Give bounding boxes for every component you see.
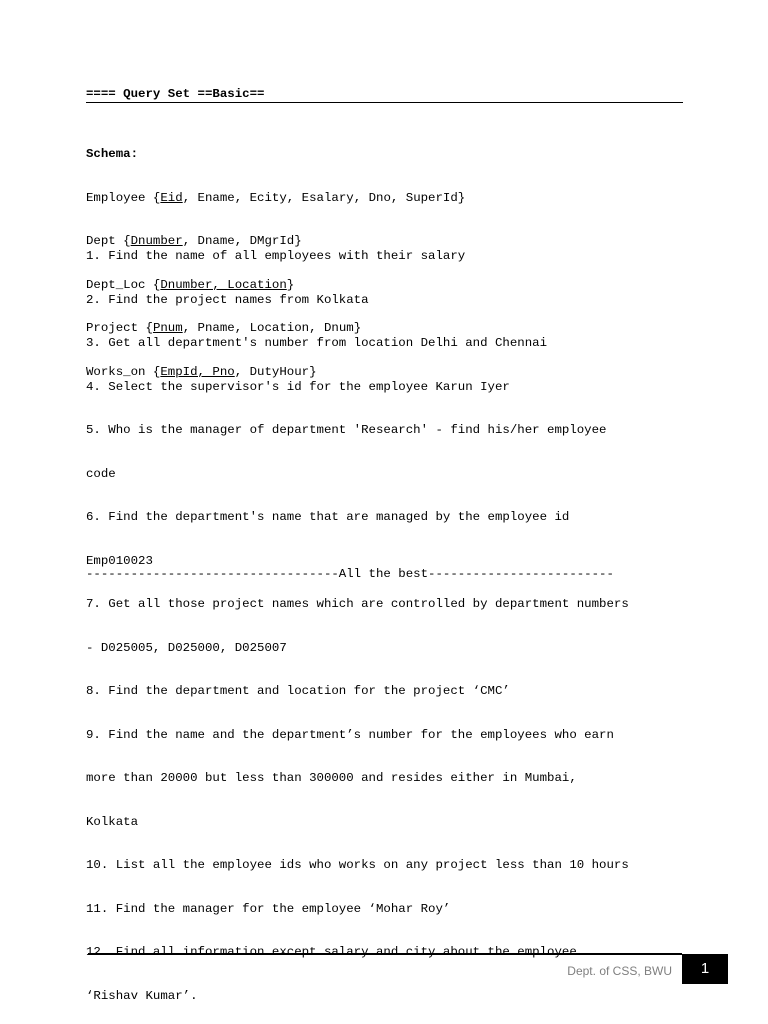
schema-relation-works-on: Works_on {EmpId, Pno, DutyHour} [86,364,317,379]
question-line: 6. Find the department's name that are managed by the employee id [86,510,570,524]
question-line: 4. Select the supervisor's id for the employee Karun Iyer [86,379,510,394]
question-line: - D025005, D025000, D025007 [86,640,287,655]
question-line: 3. Get all department's number from location Delhi and Chennai [86,336,548,350]
question-line: Kolkata [86,814,139,829]
page-number-badge: 1 [682,954,728,984]
footer-dept-label: Dept. of CSS, BWU [567,964,672,978]
relation-key: EmpId, Pno [160,364,235,379]
question-line: 5. Who is the manager of department 'Research' - find his/her employee [86,423,607,437]
relation-name: Works_on [86,364,146,379]
question-line: 7. Get all those project names which are controlled by department numbers [86,597,629,611]
schema-relation-project: Project {Pnum, Pname, Location, Dnum} [86,321,362,335]
relation-name: Project [86,321,139,335]
relation-name: Dept [86,234,116,248]
question-line: code [86,466,116,481]
schema-relation-dept-loc: Dept_Loc {Dnumber, Location} [86,277,295,292]
question-line: ‘Rishav Kumar’. [86,988,198,1003]
question-line: 11. Find the manager for the employee ‘Mohar Roy’ [86,901,451,916]
footer-rule [88,953,682,955]
question-list [86,220,696,1018]
schema-label: Schema: [86,147,139,161]
relation-key: Dnumber, Location [160,277,287,292]
query-set-heading: ==== Query Set ==Basic== [86,87,265,101]
schema-relation-employee: Employee {Eid, Ename, Ecity, Esalary, Dno, SuperId} [86,190,466,205]
relation-key: Pnum [152,321,183,335]
question-line: 1. Find the name of all employees with their salary [86,249,466,263]
question-line: more than 20000 but less than 300000 and resides either in Mumbai, [86,771,577,785]
relation-key: Dnumber [130,234,183,248]
relation-key: Eid [160,190,183,205]
closing-line: ----------------------------------All the best------------------------- [86,567,614,581]
relation-name: Dept_Loc [86,277,146,292]
question-line: 12. Find all information except salary and city about the employee [86,945,577,959]
schema-relation-dept: Dept {Dnumber, Dname, DMgrId} [86,234,302,248]
question-line: 2. Find the project names from Kolkata [86,292,369,307]
question-line: 10. List all the employee ids who works on any project less than 10 hours [86,858,629,872]
question-line: Emp010023 [86,553,153,568]
relation-name: Employee [86,190,146,205]
question-line: 9. Find the name and the department’s number for the employees who earn [86,727,614,742]
heading-underline [86,102,683,103]
question-line: 8. Find the department and location for the project ‘CMC’ [86,684,510,698]
